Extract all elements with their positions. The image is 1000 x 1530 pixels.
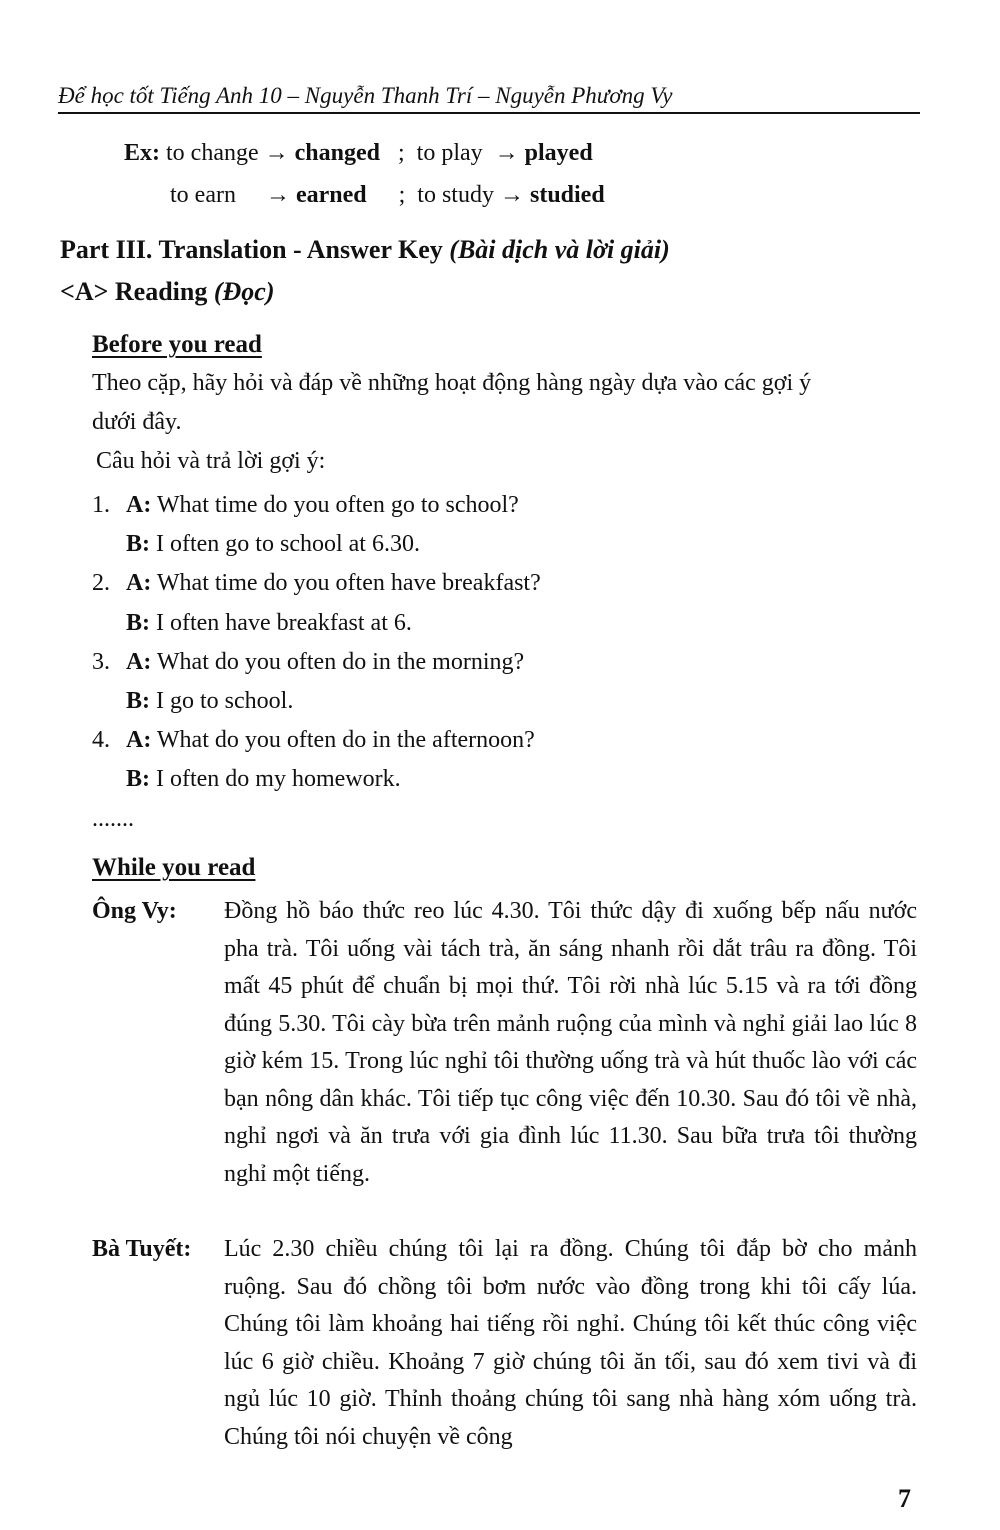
example-past: played [524, 140, 593, 166]
before-intro-line1: Theo cặp, hãy hỏi và đáp về những hoạt động hàng ngày dựa vào các gợi ý [92, 370, 812, 396]
page-number: 7 [898, 1484, 911, 1513]
part-title [60, 235, 670, 265]
list-item [92, 721, 541, 760]
arrow-icon: → [264, 140, 289, 166]
separator: ; [397, 140, 405, 166]
separator: ; [398, 182, 406, 208]
example-past: studied [529, 182, 605, 208]
example-verb: to earn [170, 182, 236, 208]
list-item [92, 682, 541, 721]
speaker-a-label: A: [126, 727, 152, 754]
question: What do you often do in the afternoon? [156, 727, 535, 754]
before-intro-line2: dưới đây. [92, 409, 182, 435]
qa-list [92, 486, 541, 800]
speaker-b-label: B: [126, 609, 150, 636]
question: What time do you often have breakfast? [156, 570, 541, 597]
list-item [92, 643, 541, 682]
arrow-icon: → [494, 140, 519, 166]
example-verb: to change [166, 140, 259, 166]
speaker-text: Đồng hồ báo thức reo lúc 4.30. Tôi thức dậy đi xuống bếp nấu nước pha trà. Tôi uống vài tách trà, ăn sáng nhanh rồi dắt trâu ra đồng. Tôi mất 45 phút để chuẩn bị mọi thứ. Tôi rời nhà lúc 5.15 và ra tới đồng đúng 5.30. Tôi cày bừa trên mảnh ruộng của mình và nghỉ giải lao lúc 8 giờ kém 15. Trong lúc nghỉ tôi thường uống trà và hút thuốc lào với các bạn nông dân khác. Tôi tiếp tục công việc đến 10.30. Sau đó tôi về nhà, nghỉ ngơi và ăn trưa với gia đình lúc 11.30. Sau bữa trưa tôi thường nghỉ một tiếng. [224, 898, 917, 1187]
speaker-a-label: A: [126, 492, 152, 518]
arrow-icon: → [265, 182, 290, 208]
qa-number: 3. [92, 648, 110, 675]
part-title-vi: (Bài dịch và lời giải) [449, 235, 670, 264]
before-you-read-heading: Before you read [92, 331, 262, 358]
example-verb: to study [417, 182, 494, 208]
list-item [92, 564, 541, 603]
speaker-b-label: B: [126, 688, 150, 715]
qa-number: 1. [92, 492, 110, 518]
reading-title-vi: (Đọc) [213, 277, 275, 306]
example-row-1 [124, 140, 593, 167]
speaker-text: Lúc 2.30 chiều chúng tôi lại ra đồng. Chúng tôi đắp bờ cho mảnh ruộng. Sau đó chồng tôi bơm nước vào đồng trong khi tôi cấy lúa. Chúng tôi làm khoảng hai tiếng rồi nghỉ. Chúng tôi kết thúc công việc lúc 6 giờ chiều. Khoảng 7 giờ chúng tôi ăn tối, sau đó xem tivi và đi ngủ lúc 10 giờ. Thỉnh thoảng chúng tôi sang nhà hàng xóm uống trà. Chúng tôi nói chuyện về công [224, 1236, 917, 1450]
answer: I go to school. [156, 688, 294, 715]
speaker-b-label: B: [126, 766, 150, 793]
ellipsis: ....... [92, 806, 134, 832]
part-title-main: Part III. Translation - Answer Key [60, 235, 443, 264]
speaker-b-label: B: [126, 531, 150, 558]
example-label: Ex: [124, 140, 160, 166]
speaker-a-label: A: [126, 570, 152, 597]
reading-title [60, 277, 275, 307]
question: What time do you often go to school? [156, 492, 519, 518]
list-item [92, 525, 541, 564]
speaker-a-label: A: [126, 648, 152, 675]
arrow-icon: → [499, 182, 524, 208]
answer: I often do my homework. [156, 766, 401, 793]
example-past: changed [294, 140, 380, 166]
dialog-block-2 [92, 1231, 918, 1456]
answer: I often go to school at 6.30. [156, 531, 420, 558]
speaker-name: Bà Tuyết: [92, 1236, 192, 1262]
reading-title-main: <A> Reading [60, 277, 208, 306]
speaker-name: Ông Vy: [92, 898, 177, 924]
dialog-block-1 [92, 893, 918, 1193]
list-item [92, 486, 541, 525]
qa-number: 2. [92, 570, 110, 597]
question: What do you often do in the morning? [156, 648, 525, 675]
example-verb: to play [416, 140, 483, 166]
list-item [92, 604, 541, 643]
list-item [92, 760, 541, 799]
example-row-2 [170, 182, 605, 209]
qa-number: 4. [92, 727, 110, 754]
running-header: Để học tốt Tiếng Anh 10 – Nguyễn Thanh Trí – Nguyễn Phương Vy [58, 82, 920, 114]
answer: I often have breakfast at 6. [156, 609, 412, 636]
while-you-read-heading: While you read [92, 854, 256, 881]
suggestion-subheading: Câu hỏi và trả lời gợi ý: [96, 448, 326, 474]
example-past: earned [295, 182, 367, 208]
